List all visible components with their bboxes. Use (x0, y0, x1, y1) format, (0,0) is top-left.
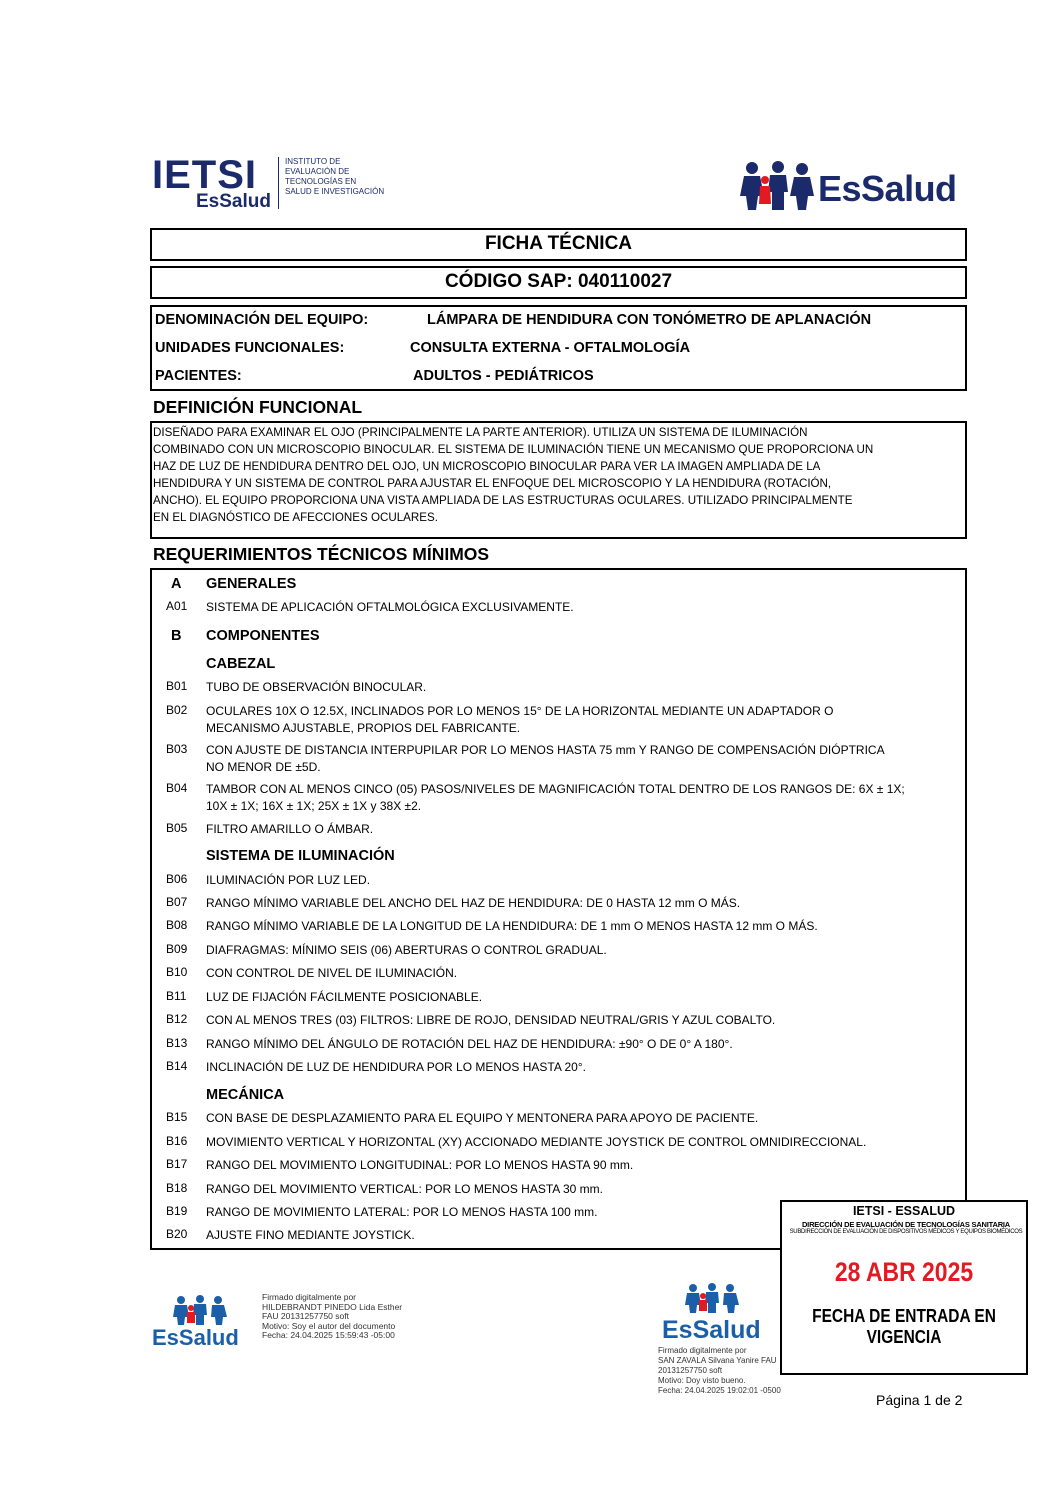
signature-line: FAU 20131257750 soft (262, 1311, 349, 1321)
req-code: B02 (166, 703, 188, 717)
signature-line: Motivo: Soy el autor del documento (262, 1320, 396, 1331)
signature-line: Motivo: Doy visto bueno. (658, 1376, 746, 1385)
req-text: CON BASE DE DESPLAZAMIENTO PARA EL EQUIPO Y MENTONERA PARA APOYO DE PACIENTE. (206, 1111, 759, 1125)
unidades-label: UNIDADES FUNCIONALES: (155, 340, 345, 356)
req-text: RANGO MÍNIMO VARIABLE DE LA LONGITUD DE LA HENDIDURA: DE 1 mm O MENOS HASTA 12 mm O MÁS. (206, 919, 818, 933)
req-text: FILTRO AMARILLO O ÁMBAR. (206, 822, 374, 836)
requerimientos-title: REQUERIMIENTOS TÉCNICOS MÍNIMOS (153, 544, 490, 564)
footer-essalud-logo-center (662, 1282, 762, 1346)
req-text: RANGO DE MOVIMIENTO LATERAL: POR LO MENOS HASTA 100 mm. (206, 1205, 598, 1219)
requerimientos-box (150, 568, 967, 1250)
req-code: B11 (166, 989, 187, 1003)
req-code: B10 (166, 965, 188, 979)
ietsi-logo-sub: EsSalud (196, 191, 271, 212)
req-text: ILUMINACIÓN POR LUZ LED. (206, 873, 371, 887)
req-text: AJUSTE FINO MEDIANTE JOYSTICK. (206, 1228, 415, 1242)
req-text-cont: MECANISMO AJUSTABLE, PROPIOS DEL FABRICANTE. (206, 721, 521, 735)
definicion-line: HAZ DE LUZ DE HENDIDURA DENTRO DEL OJO, UN MICROSCOPIO BINOCULAR PARA VER LA IMAGEN AMPLIADA DE LA (153, 460, 821, 473)
req-code: B12 (166, 1012, 188, 1026)
stamp-direction: DIRECCIÓN DE EVALUACIÓN DE TECNOLOGÍAS SANITARIA (801, 1220, 1011, 1229)
req-code: B18 (166, 1181, 188, 1195)
req-code: B15 (166, 1110, 188, 1124)
signature-line: Fecha: 24.04.2025 15:59:43 -05:00 (262, 1330, 395, 1340)
denominacion-value: LÁMPARA DE HENDIDURA CON TONÓMETRO DE APLANACIÓN (427, 312, 872, 328)
req-code: B13 (166, 1036, 188, 1050)
req-text: OCULARES 10X O 12.5X, INCLINADOS POR LO MENOS 15° DE LA HORIZONTAL MEDIANTE UN ADAPTADOR O (206, 704, 834, 718)
req-code: B16 (166, 1134, 188, 1148)
req-code: B05 (166, 821, 188, 835)
ietsi-logo-word: IETSI (152, 153, 258, 197)
definicion-text (153, 424, 965, 526)
req-code: B03 (166, 742, 188, 756)
footer-essalud-logo-left (152, 1295, 239, 1351)
req-text: CON AL MENOS TRES (03) FILTROS: LIBRE DE ROJO, DENSIDAD NEUTRAL/GRIS Y AZUL COBALTO. (206, 1013, 776, 1027)
definicion-line: DISEÑADO PARA EXAMINAR EL OJO (PRINCIPALMENTE LA PARTE ANTERIOR). UTILIZA UN SISTEMA DE ILUMINACIÓN (153, 426, 808, 439)
req-text: INCLINACIÓN DE LUZ DE HENDIDURA POR LO MENOS HASTA 20°. (206, 1060, 586, 1074)
ietsi-logo-divider (278, 157, 279, 209)
req-text: TUBO DE OBSERVACIÓN BINOCULAR. (206, 680, 427, 694)
definicion-line: HENDIDURA Y UN SISTEMA DE CONTROL PARA AJUSTAR EL ENFOQUE DEL MICROSCOPIO Y LA HENDIDURA (ROTACIÓN, (153, 477, 832, 490)
req-code: B04 (166, 781, 188, 795)
stamp-subdirection: SUBDIRECCIÓN DE EVALUACIÓN DE DISPOSITIVOS MÉDICOS Y EQUIPOS BIOMÉDICOS (789, 1229, 1023, 1235)
req-code: B09 (166, 942, 188, 956)
group-title: COMPONENTES (206, 628, 320, 644)
req-text: SISTEMA DE APLICACIÓN OFTALMOLÓGICA EXCLUSIVAMENTE. (206, 600, 574, 614)
signature-line: SAN ZAVALA Silvana Yanire FAU (658, 1356, 777, 1365)
essalud-figures-icon (684, 1282, 740, 1314)
footer-essalud-word: EsSalud (662, 1316, 761, 1344)
signature-left (262, 1293, 402, 1341)
pacientes-label: PACIENTES: (155, 368, 242, 384)
group-title: GENERALES (206, 576, 297, 592)
req-code: B20 (166, 1227, 188, 1241)
req-text-cont: 10X ± 1X; 16X ± 1X; 25X ± 1X y 38X ±2. (206, 799, 422, 813)
unidades-value: CONSULTA EXTERNA - OFTALMOLOGÍA (410, 340, 691, 356)
ietsi-logo (152, 153, 385, 215)
definicion-box (150, 421, 967, 539)
ietsi-logo-desc: INSTITUTO DE EVALUACIÓN DE TECNOLOGÍAS EN SALUD E INVESTIGACIÓN (285, 157, 385, 196)
essalud-logo-word: EsSalud (818, 168, 957, 209)
footer-essalud-word: EsSalud (152, 1325, 239, 1350)
req-text: TAMBOR CON AL MENOS CINCO (05) PASOS/NIVELES DE MAGNIFICACIÓN TOTAL DENTRO DE LOS RANGOS DE: 6X ± 1X; (206, 782, 905, 796)
signature-line: 20131257750 soft (658, 1366, 723, 1375)
req-text: LUZ DE FIJACIÓN FÁCILMENTE POSICIONABLE. (206, 990, 483, 1004)
req-code: B08 (166, 918, 188, 932)
essalud-figures-icon (738, 160, 816, 212)
req-text: RANGO MÍNIMO VARIABLE DEL ANCHO DEL HAZ DE HENDIDURA: DE 0 HASTA 12 mm O MÁS. (206, 896, 741, 910)
definicion-line: ANCHO). EL EQUIPO PROPORCIONA UNA VISTA AMPLIADA DE LAS ESTRUCTURAS OCULARES. UTILIZADO PRINCIPALMENTE (153, 494, 853, 507)
stamp-label: FECHA DE ENTRADA EN VIGENCIA (812, 1306, 996, 1347)
group-letter: A (171, 576, 182, 592)
req-code: B17 (166, 1157, 188, 1171)
req-code: B01 (166, 679, 188, 693)
document-title: FICHA TÉCNICA (150, 228, 967, 261)
req-text-cont: NO MENOR DE ±5D. (206, 760, 321, 774)
definicion-line: COMBINADO CON UN MICROSCOPIO BINOCULAR. EL SISTEMA DE ILUMINACIÓN TIENE UN MECANISMO QUE PROPORCIONA UN (153, 443, 874, 456)
signature-line: Fecha: 24.04.2025 19:02:01 -0500 (658, 1386, 781, 1395)
validity-stamp (780, 1200, 1028, 1375)
subgroup-title: MECÁNICA (206, 1087, 285, 1103)
req-text: RANGO MÍNIMO DEL ÁNGULO DE ROTACIÓN DEL HAZ DE HENDIDURA: ±90° O DE 0° A 180°. (206, 1037, 733, 1051)
pacientes-value: ADULTOS - PEDIÁTRICOS (413, 368, 594, 384)
req-text: DIAFRAGMAS: MÍNIMO SEIS (06) ABERTURAS O CONTROL GRADUAL. (206, 943, 607, 957)
req-code: B14 (166, 1059, 188, 1073)
group-letter: B (171, 628, 182, 644)
signature-line: Firmado digitalmente por (658, 1346, 747, 1355)
page-number: Página 1 de 2 (876, 1392, 963, 1408)
req-text: MOVIMIENTO VERTICAL Y HORIZONTAL (XY) ACCIONADO MEDIANTE JOYSTICK DE CONTROL OMNIDIRECCIONAL. (206, 1135, 867, 1149)
signature-line: Firmado digitalmente por (262, 1292, 357, 1302)
signature-center (658, 1346, 781, 1396)
req-text: RANGO DEL MOVIMIENTO LONGITUDINAL: POR LO MENOS HASTA 90 mm. (206, 1158, 634, 1172)
req-text: RANGO DEL MOVIMIENTO VERTICAL: POR LO MENOS HASTA 30 mm. (206, 1182, 603, 1196)
essalud-logo (738, 158, 966, 214)
subgroup-title: CABEZAL (206, 656, 276, 672)
req-code: B19 (166, 1204, 188, 1218)
definicion-title: DEFINICIÓN FUNCIONAL (153, 397, 363, 417)
stamp-date: 28 ABR 2025 (834, 1257, 974, 1287)
sap-code: CÓDIGO SAP: 040110027 (150, 266, 967, 299)
definicion-line: EN EL DIAGNÓSTICO DE AFECCIONES OCULARES. (153, 511, 438, 524)
stamp-header: IETSI - ESSALUD (852, 1204, 956, 1218)
req-text: CON CONTROL DE NIVEL DE ILUMINACIÓN. (206, 966, 458, 980)
req-text: CON AJUSTE DE DISTANCIA INTERPUPILAR POR LO MENOS HASTA 75 mm Y RANGO DE COMPENSACIÓN DIÓPTRICA (206, 743, 885, 757)
signature-line: HILDEBRANDT PINEDO Lida Esther (262, 1301, 403, 1312)
req-code: B06 (166, 872, 188, 886)
req-code: B07 (166, 895, 188, 909)
equipment-info (150, 305, 967, 391)
subgroup-title: SISTEMA DE ILUMINACIÓN (206, 848, 395, 864)
essalud-figures-icon (172, 1295, 228, 1325)
denominacion-label: DENOMINACIÓN DEL EQUIPO: (155, 312, 369, 328)
req-code: A01 (166, 599, 188, 613)
